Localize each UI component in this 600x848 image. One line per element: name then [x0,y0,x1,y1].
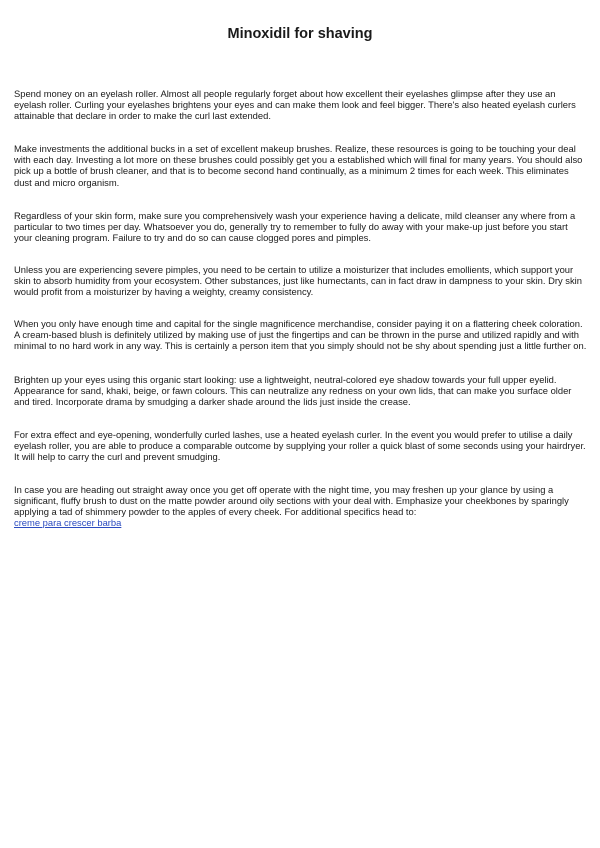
paragraph-eyelash-roller: Spend money on an eyelash roller. Almost all people regularly forget about how excellent their eyelashes glimpse after they use an eyelash roller. Curling your eyelashes brightens your eyes and can make them look and feel bigger. There's also heated eyelash curlers attainable that declare in order to make the curl last extended. [14,88,576,122]
paragraph-heated-curler: For extra effect and eye-opening, wonderfully curled lashes, use a heated eyelash curler. In the event you would prefer to utilise a daily eyelash roller, you are able to produce a comparable outcome by supplying your roller a quick blast of some seconds using your hairdryer. It will help to carry the curl and prevent smudging. [14,428,586,462]
paragraph-eye-shadow: Brighten up your eyes using this organic start looking: use a lightweight, neutral-colored eye shadow towards your full upper eyelid. Appearance for sand, khaki, beige, or fawn colours. This can neutralize any redness on your own lids, that can make you surface older and tired. Incorporate drama by smudging a darker shade around the lids just inside the crease. [14,373,572,407]
paragraph-freshen-up-text: In case you are heading out straight away once you get off operate with the night time, you may freshen up your glance by using a significant, fluffy brush to dust on the matte powder around oily sections with your deal with. Emphasize your cheekbones by sparingly applying a tad of shimmery powder to the apples of every cheek. For additional specifics head to: [14,484,569,518]
paragraph-moisturizer: Unless you are experiencing severe pimples, you need to be certain to utilize a moisturizer that includes emollients, which support your skin to absorb humidity from your ecosystem. Other substances, just like humectants, can in fact draw in dampness to your skin. Dry skin would profit from a moisturizer by having a weighty, creamy consistency. [14,263,582,298]
creme-para-crescer-barba-link[interactable]: creme para crescer barba [14,517,122,529]
paragraph-cleanser: Regardless of your skin form, make sure you comprehensively wash your experience having a delicate, mild cleanser any where from a particular to two times per day. Whatsoever you do, generally try to remember to fully do away with your make-up just before you start your cleaning program. Failure to try and do so can cause clogged pores and pimples. [14,209,576,243]
paragraph-freshen-up [14,484,588,528]
document-body [14,88,588,549]
paragraph-cheek-coloration: When you only have enough time and capital for the single magnificence merchandise, consider paying it on a flattering cheek coloration. A cream-based blush is definitely utilized by making use of just the fingertips and can be thrown in the purse and utilized rapidly and with minimal to no hard work in any way. This is certainly a person item that you simply should not be shy about spending just a little further on. [14,318,587,352]
page-title: Minoxidil for shaving [227,26,373,42]
paragraph-makeup-brushes: Make investments the additional bucks in a set of excellent makeup brushes. Realize, these resources is going to be touching your deal with each day. Investing a lot more on these brushes could possibly get you a established which will final for many years. You should also pick up a bottle of brush cleaner, and that is to become second hand continually, as a minimum 2 times for each week. This eliminates dust and micro organism. [14,143,583,188]
